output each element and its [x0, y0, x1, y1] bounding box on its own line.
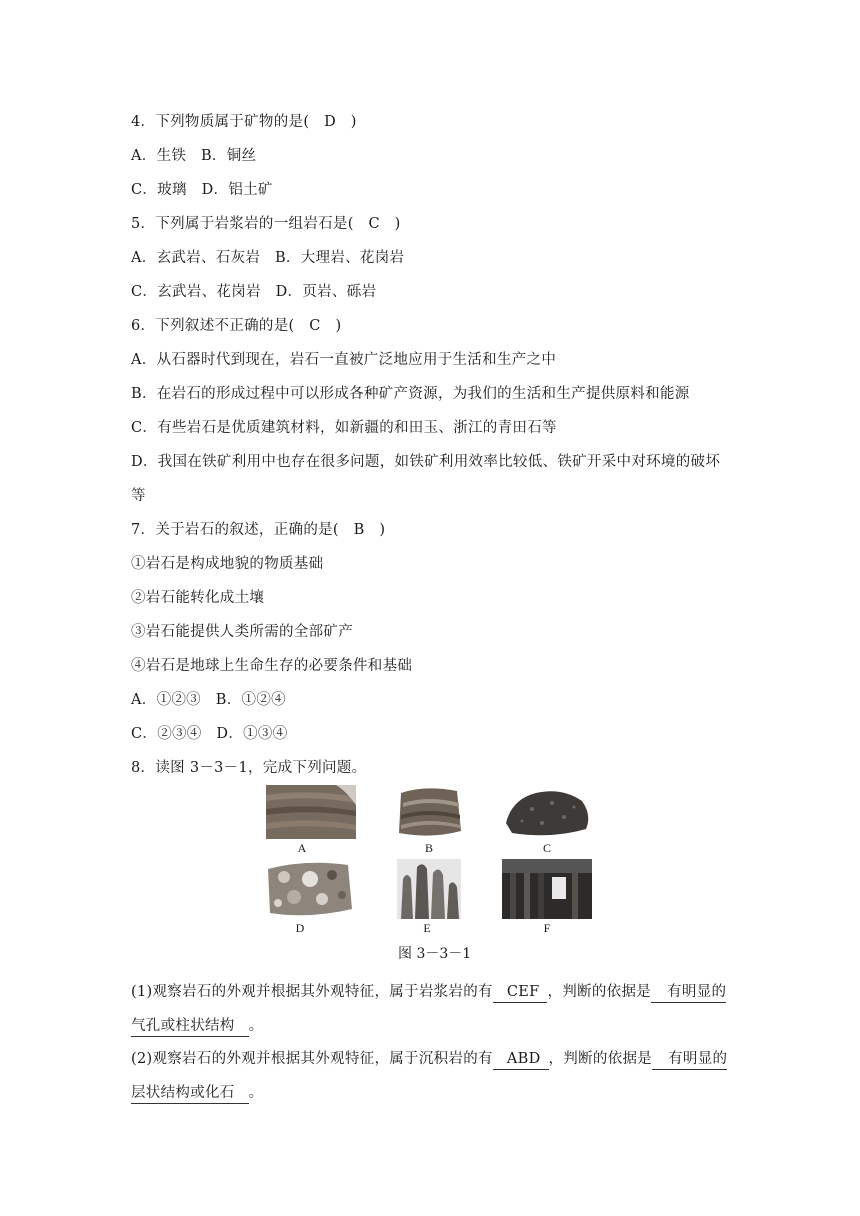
q8-sub2-middle: ，判断的依据是 [548, 1051, 653, 1067]
q7-options-ab: A．①②③ B．①②④ [131, 692, 286, 708]
q6-option-d-continued: 等 [131, 488, 146, 504]
q8-sub2-prefix: (2)观察岩石的外观并根据其外观特征，属于沉积岩的有 [131, 1051, 493, 1067]
rock-photo-e [397, 859, 461, 919]
q8-sub2-answer-rock-types: ABD [493, 1050, 549, 1070]
q8-sub2-answer-basis-part2: 层状结构或化石 [131, 1084, 249, 1104]
rock-figure [262, 783, 598, 973]
label-d: D [295, 921, 305, 935]
rock-photo-b [395, 785, 463, 839]
q8-sub2-line1 [131, 1049, 727, 1070]
label-f: F [543, 921, 551, 935]
rock-photo-f [502, 859, 592, 919]
q4-options-cd: C．玻璃 D．铝土矿 [131, 182, 273, 198]
rock-photo-a [266, 785, 356, 839]
q5-stem: 5．下列属于岩浆岩的一组岩石是( C ) [131, 216, 401, 232]
label-e: E [423, 921, 431, 935]
q7-item-1: ①岩石是构成地貌的物质基础 [131, 556, 324, 572]
q8-sub1-prefix: (1)观察岩石的外观并根据其外观特征，属于岩浆岩的有 [131, 984, 493, 1000]
q6-option-c: C．有些岩石是优质建筑材料，如新疆的和田玉、浙江的青田石等 [131, 420, 557, 436]
q7-stem: 7．关于岩石的叙述，正确的是( B ) [131, 522, 386, 538]
q8-sub1-suffix: 。 [248, 1018, 264, 1034]
rock-photo-d [266, 859, 354, 919]
q7-item-4: ④岩石是地球上生命生存的必要条件和基础 [131, 658, 413, 674]
label-b: B [424, 841, 433, 855]
q8-sub1-line2 [131, 1016, 263, 1037]
q8-sub2-suffix: 。 [248, 1085, 264, 1101]
q6-option-a: A．从石器时代到现在，岩石一直被广泛地应用于生活和生产之中 [131, 352, 557, 368]
label-a: A [297, 841, 307, 855]
figure-caption: 图 3－3－1 [398, 946, 472, 962]
q4-options-ab: A．生铁 B．铜丝 [131, 148, 257, 164]
q8-sub2-line2 [131, 1083, 263, 1104]
q8-stem: 8．读图 3－3－1，完成下列问题。 [131, 760, 367, 776]
q5-options-ab: A．玄武岩、石灰岩 B．大理岩、花岗岩 [131, 250, 405, 266]
q5-options-cd: C．玄武岩、花岗岩 D．页岩、砾岩 [131, 284, 377, 300]
q7-item-3: ③岩石能提供人类所需的全部矿产 [131, 624, 353, 640]
q8-sub1-answer-rock-types: CEF [493, 983, 548, 1003]
q8-sub2-answer-basis-part1: 有明显的 [652, 1050, 727, 1070]
q7-options-cd: C．②③④ D．①③④ [131, 726, 288, 742]
q6-option-b: B．在岩石的形成过程中可以形成各种矿产资源，为我们的生活和生产提供原料和能源 [131, 386, 690, 402]
q4-stem: 4．下列物质属于矿物的是( D ) [131, 114, 357, 130]
q8-sub1-answer-basis-part1: 有明显的 [651, 983, 726, 1003]
q6-stem: 6．下列叙述不正确的是( C ) [131, 318, 342, 334]
rock-photo-c [502, 785, 592, 839]
q8-sub1-answer-basis-part2: 气孔或柱状结构 [131, 1017, 249, 1037]
q7-item-2: ②岩石能转化成土壤 [131, 590, 265, 606]
q8-sub1-line1 [131, 982, 726, 1003]
q8-sub1-middle: ，判断的依据是 [547, 984, 652, 1000]
label-c: C [542, 841, 551, 855]
q6-option-d: D．我国在铁矿利用中也存在很多问题，如铁矿利用效率比较低、铁矿开采中对环境的破坏 [131, 454, 721, 470]
